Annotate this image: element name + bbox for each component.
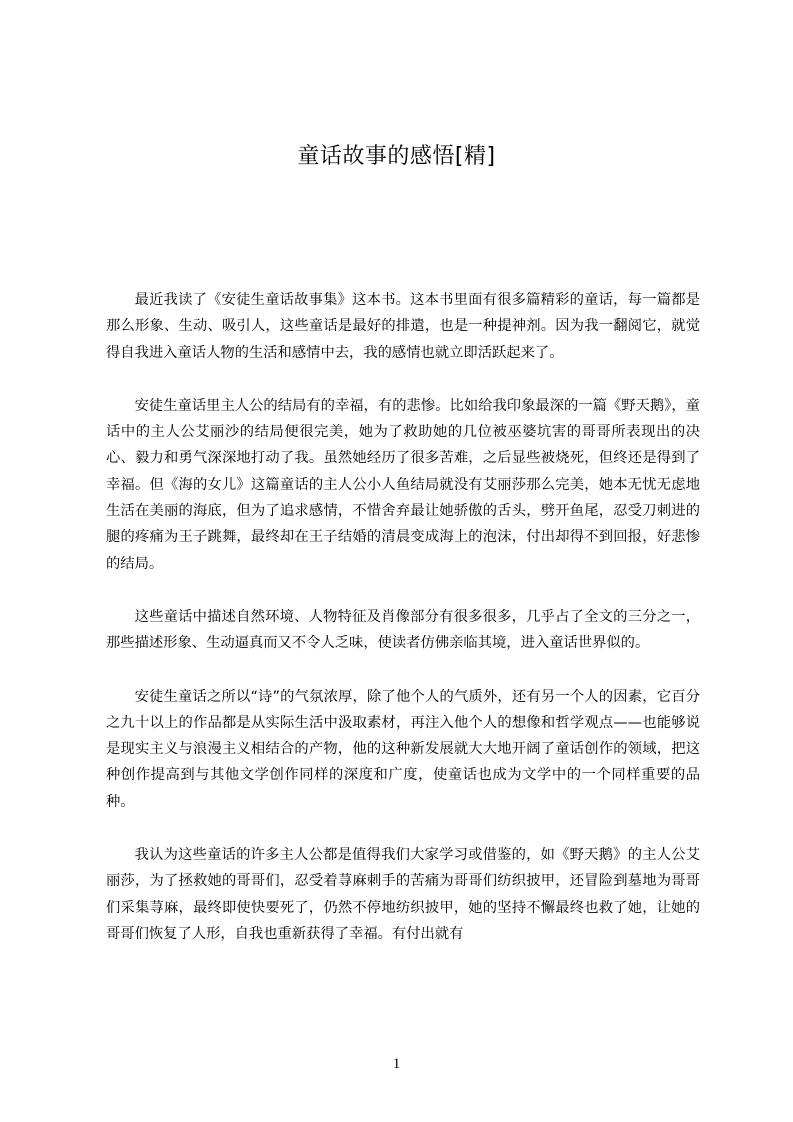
paragraph-2: 安徒生童话里主人公的结局有的幸福，有的悲惨。比如给我印象最深的一篇《野天鹅》，童话中的主人公艾丽沙的结局便很完美，她为了救助她的几位被巫婆坑害的哥哥所表现出的决心、毅力和勇气深深地打动了我。虽然她经历了很多苦难，之后显些被烧死，但终还是得到了幸福。但《海的女儿》这篇童话的主人公小人鱼结局就没有艾丽莎那么完美，她本无忧无虑地生活在美丽的海底，但为了追求感情，不惜舍弃最让她骄傲的舌头，劈开鱼尾，忍受刀刺进的腿的疼痛为王子跳舞，最终却在王子结婚的清晨变成海上的泡沫，付出却得不到回报，好悲惨的结局。: [106, 397, 700, 572]
document-title: 童话故事的感悟[精]: [297, 144, 496, 169]
document-body: [106, 287, 700, 974]
paragraph-1: 最近我读了《安徒生童话故事集》这本书。这本书里面有很多篇精彩的童话，每一篇都是那么形象、生动、吸引人，这些童话是最好的排遣，也是一种提神剂。因为我一翻阅它，就觉得自我进入童话人物的生活和感情中去，我的感情也就立即活跃起来了。: [106, 292, 700, 361]
page-number: 1: [392, 1056, 401, 1072]
paragraph-5: 我认为这些童话的许多主人公都是值得我们大家学习或借鉴的，如《野天鹅》的主人公艾丽莎，为了拯救她的哥哥们，忍受着荨麻刺手的苦痛为哥哥们纺织披甲，还冒险到墓地为哥哥们采集荨麻，最终即使快要死了，仍然不停地纺织披甲，她的坚持不懈最终也救了她，让她的哥哥们恢复了人形，自我也重新获得了幸福。有付出就有: [106, 847, 700, 942]
paragraph-3: 这些童话中描述自然环境、人物特征及肖像部分有很多很多，几乎占了全文的三分之一，那些描述形象、生动逼真而又不令人乏味，使读者仿佛亲临其境，进入童话世界似的。: [106, 608, 700, 652]
paragraph-4: 安徒生童话之所以“诗”的气氛浓厚，除了他个人的气质外，还有另一个人的因素，它百分之九十以上的作品都是从实际生活中汲取素材，再注入他个人的想像和哲学观点——也能够说是现实主义与浪漫主义相结合的产物，他的这种新发展就大大地开阔了童话创作的领域，把这种创作提高到与其他文学创作同样的深度和广度，使童话也成为文学中的一个同样重要的品种。: [106, 688, 700, 810]
